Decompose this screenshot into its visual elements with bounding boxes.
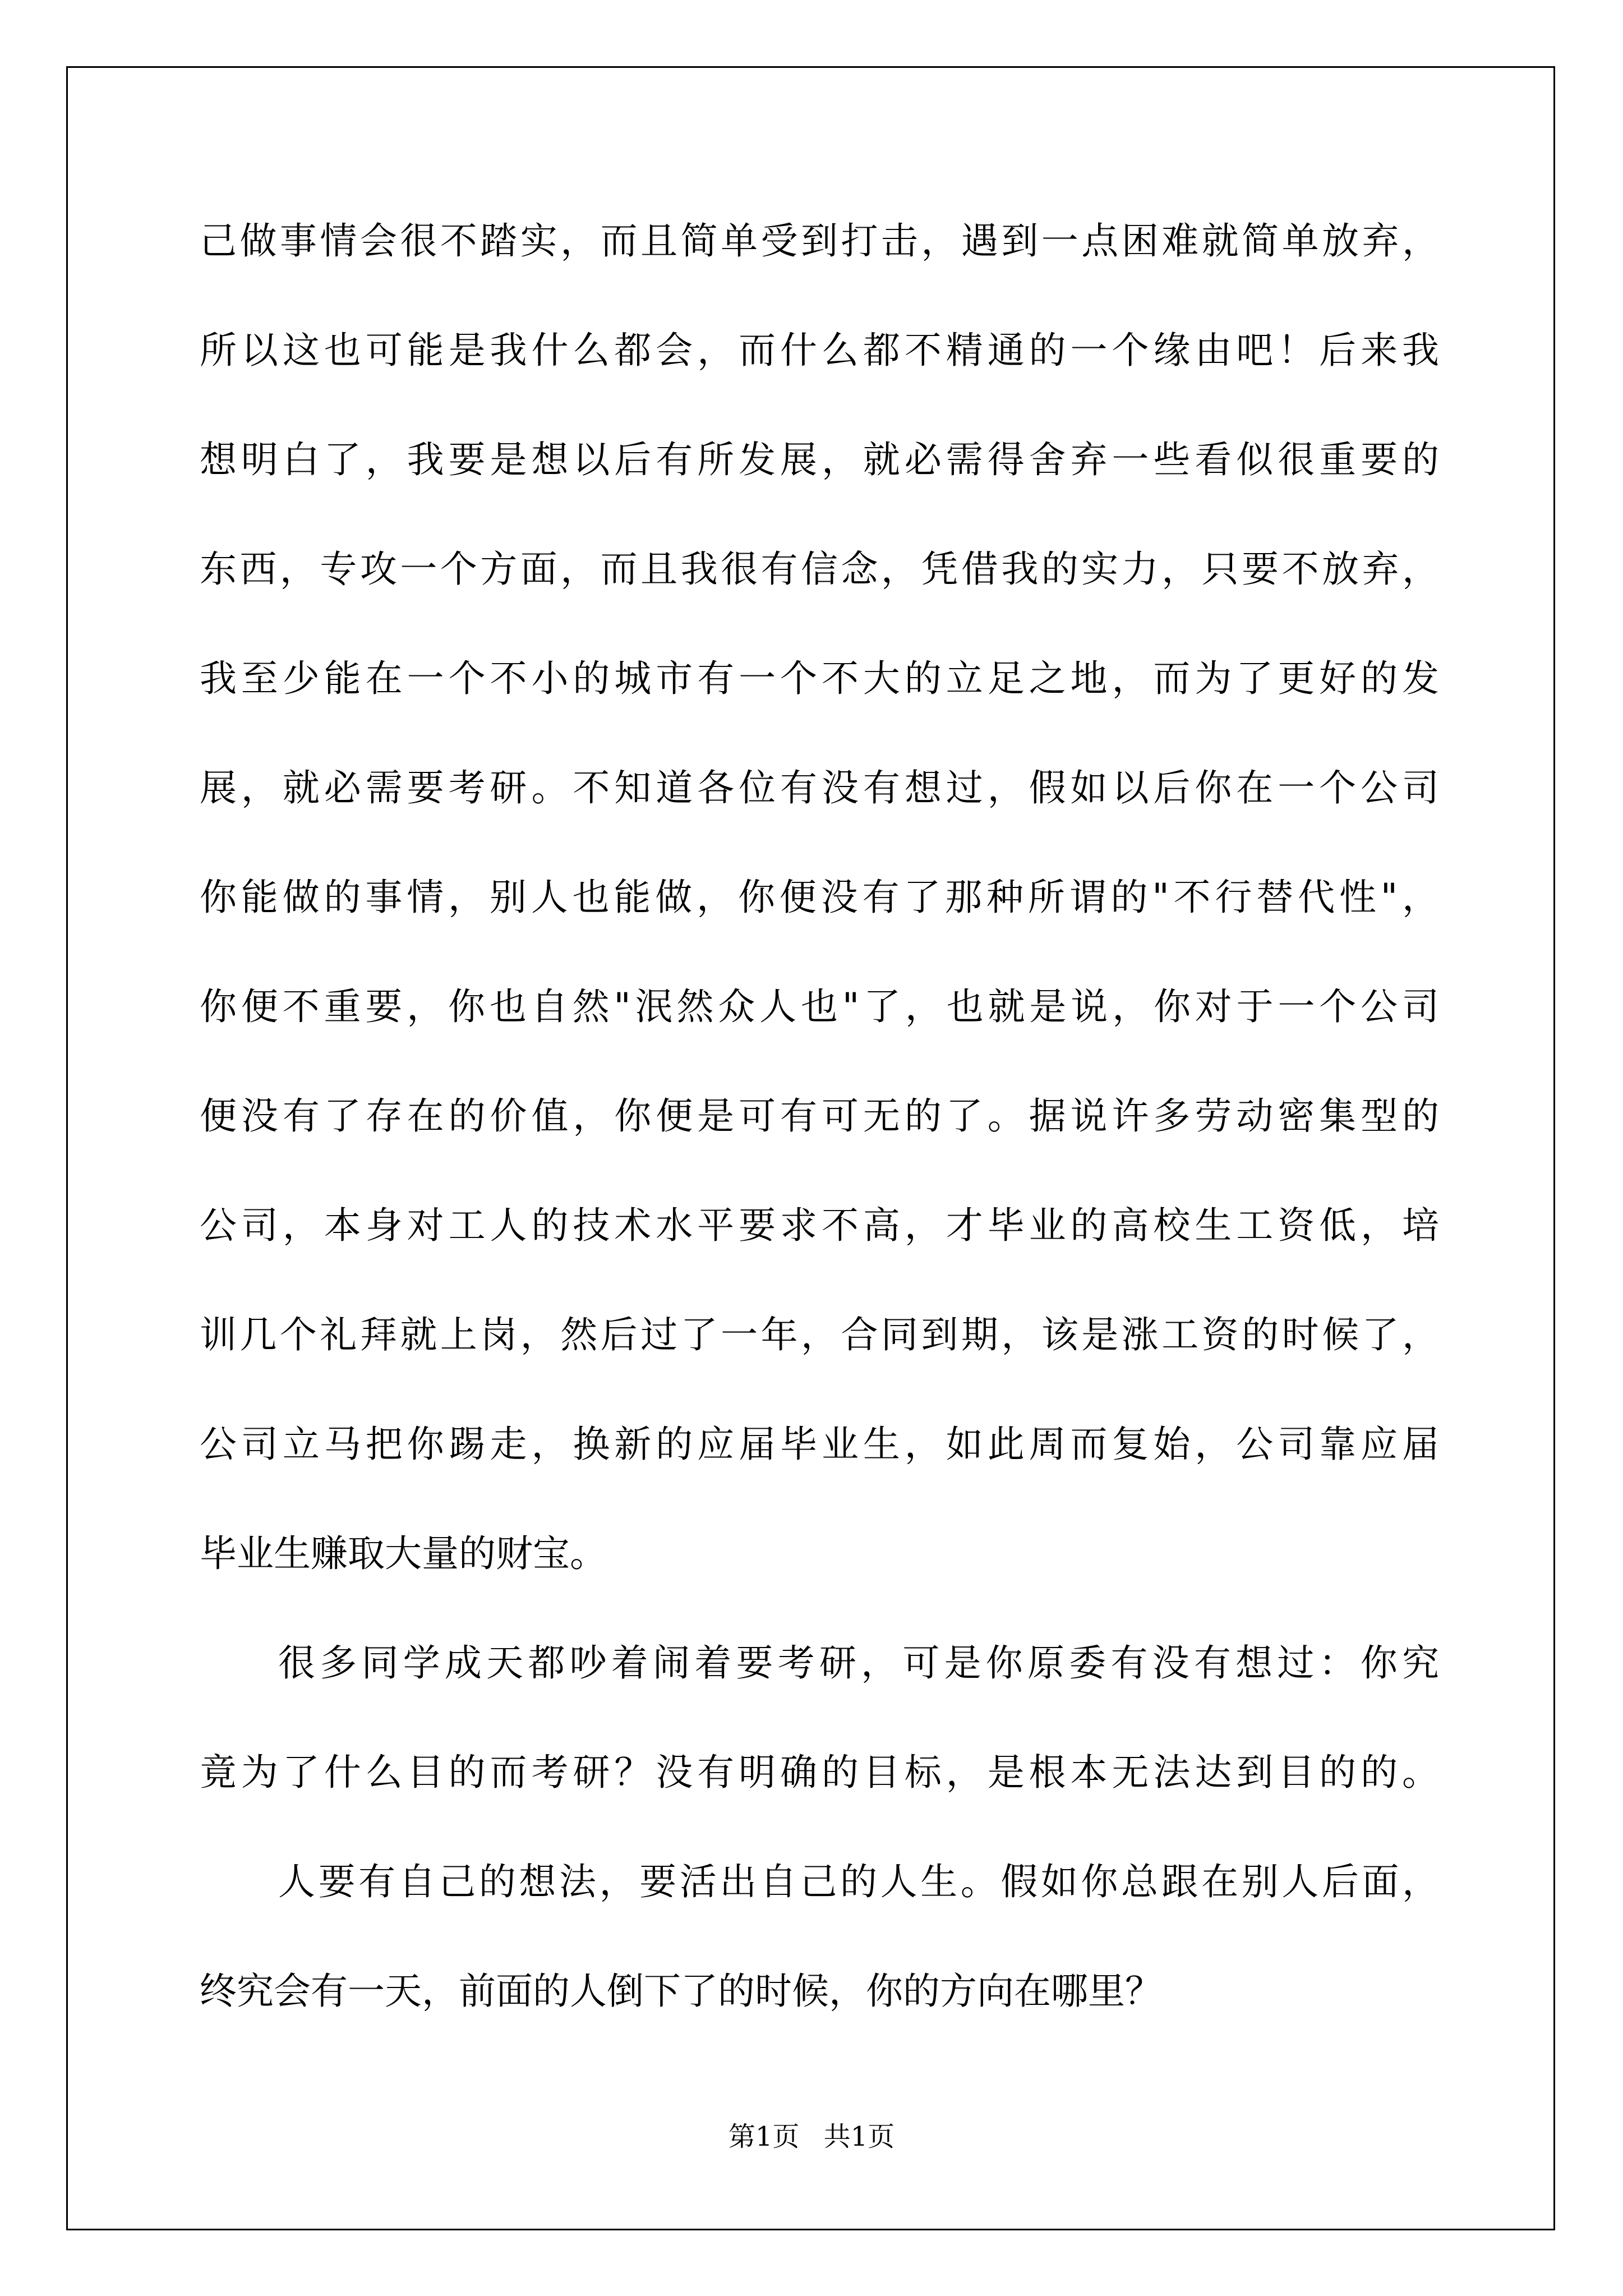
text-line: 我至少能在一个不小的城市有一个不大的立足之地，而为了更好的发 <box>200 657 1439 700</box>
text-line: 竟为了什么目的而考研？没有明确的目标，是根本无法达到目的的。 <box>200 1751 1439 1794</box>
page-number: 第1页 <box>728 2121 800 2152</box>
text-line: 所以这也可能是我什么都会，而什么都不精通的一个缘由吧！后来我 <box>200 329 1439 372</box>
text-line: 便没有了存在的价值，你便是可有可无的了。据说许多劳动密集型的 <box>200 1094 1439 1138</box>
text-line: 训几个礼拜就上岗，然后过了一年，合同到期，该是涨工资的时候了， <box>200 1313 1439 1356</box>
text-line: 展，就必需要考研。不知道各位有没有想过，假如以后你在一个公司 <box>200 766 1439 809</box>
document-body <box>200 217 1439 2076</box>
text-line: 你便不重要，你也自然"泯然众人也"了，也就是说，你对于一个公司 <box>200 985 1439 1028</box>
text-line: 公司立马把你踢走，换新的应届毕业生，如此周而复始，公司靠应届 <box>200 1423 1439 1466</box>
text-line: 想明白了，我要是想以后有所发展，就必需得舍弃一些看似很重要的 <box>200 438 1439 481</box>
page-footer <box>0 2115 1623 2154</box>
text-line: 很多同学成天都吵着闹着要考研，可是你原委有没有想过：你究 <box>278 1641 1439 1685</box>
text-line: 公司，本身对工人的技术水平要求不高，才毕业的高校生工资低，培 <box>200 1204 1439 1247</box>
text-line: 己做事情会很不踏实，而且简单受到打击，遇到一点困难就简单放弃， <box>200 219 1439 263</box>
page-total: 共1页 <box>823 2121 895 2152</box>
text-line: 东西，专攻一个方面，而且我很有信念，凭借我的实力，只要不放弃， <box>200 547 1439 591</box>
text-line: 人要有自己的想法，要活出自己的人生。假如你总跟在别人后面， <box>278 1860 1439 1903</box>
text-line: 毕业生赚取大量的财宝。 <box>200 1532 607 1575</box>
text-line: 你能做的事情，别人也能做，你便没有了那种所谓的"不行替代性"， <box>200 876 1439 919</box>
text-line: 终究会有一天，前面的人倒下了的时候，你的方向在哪里？ <box>200 1970 1162 2013</box>
